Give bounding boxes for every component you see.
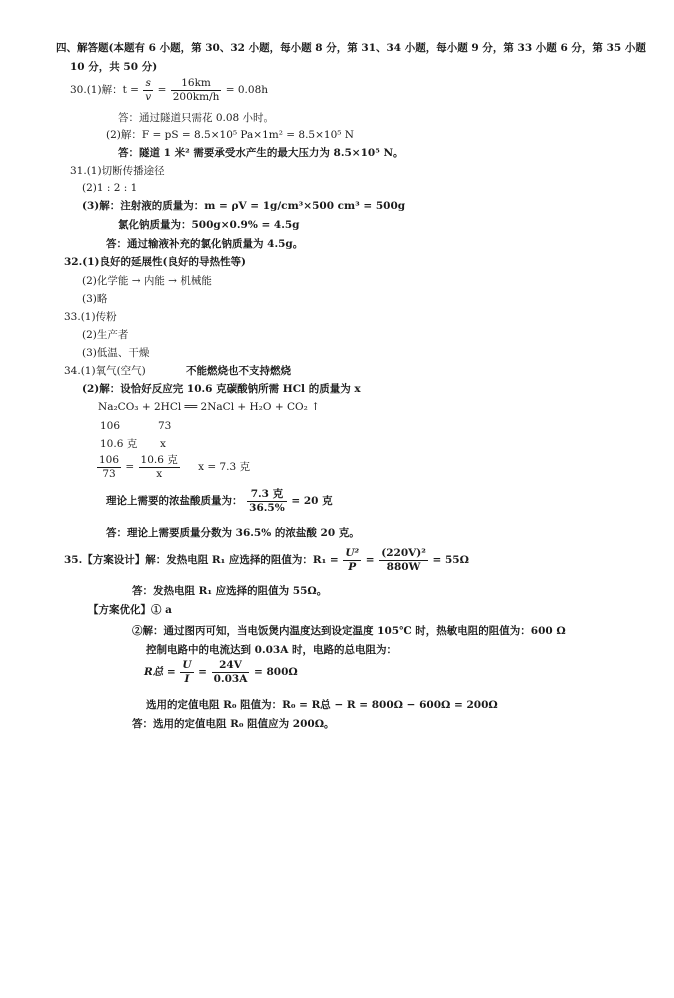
q34-conc-label: 理论上需要的浓盐酸质量为：: [106, 494, 243, 507]
q35-frac1-num: U²: [345, 547, 360, 559]
q34-conc-den: 36.5%: [249, 501, 285, 514]
q35-r0-line: 选用的定值电阻 R₀ 阻值为：R₀ = R总 − R = 800Ω − 600Ω = 200Ω: [146, 699, 498, 711]
q30-fraction-values: [171, 78, 222, 102]
q31-answer: 答：通过输液补充的氯化钠质量为 4.5g。: [106, 238, 304, 250]
q35-frac1-den: P: [348, 560, 357, 573]
q35-r-result: = 800Ω: [254, 665, 298, 678]
q34-ratio-frac1: [97, 455, 121, 479]
q34-ratio-frac2-num: 10.6 克: [140, 454, 178, 466]
q35-total-resistance: [144, 660, 298, 684]
q33-part1: 33.(1)传粉: [64, 311, 117, 323]
q35-design: [64, 548, 469, 572]
q33-part3: (3)低温、干燥: [82, 347, 150, 359]
q34-ratio-result: x = 7.3 克: [198, 460, 251, 473]
q31-part2: (2)1 : 2 : 1: [82, 182, 138, 194]
q30-frac1-den: v: [145, 90, 152, 103]
q32-part1: 32.(1)良好的延展性(良好的导热性等): [64, 256, 246, 268]
q35-optimization: 【方案优化】① a: [88, 604, 172, 616]
q35-rfrac1-num: U: [182, 659, 192, 671]
q32-part2: (2)化学能 → 内能 → 机械能: [82, 275, 212, 287]
q35-rz-label: R总 =: [144, 665, 176, 678]
q34-ratio-frac2-den: x: [156, 467, 163, 480]
q30-result: = 0.08h: [225, 83, 269, 96]
q35-optimization-line2: 控制电路中的电流达到 0.03A 时，电路的总电阻为：: [146, 644, 398, 656]
q35-fraction-u-over-i: [180, 660, 193, 684]
q35-answer2: 答：选用的定值电阻 R₀ 阻值应为 200Ω。: [132, 718, 335, 730]
q34-molar-mass-hcl: 73: [158, 420, 172, 432]
q35-rfrac2-num: 24V: [212, 660, 250, 673]
q34-molar-mass-na2co3: 106: [100, 420, 121, 432]
q30-answer2: 答：隧道 1 米² 需要承受水产生的最大压力为 8.5×10⁵ N。: [118, 147, 404, 159]
q35-fraction-values: [379, 548, 428, 572]
q30-frac2-num: 16km: [171, 78, 222, 91]
q31-part1: 31.(1)切断传播途径: [70, 165, 165, 177]
q35-rfrac1-den: I: [184, 672, 190, 685]
q35-answer1: 答：发热电阻 R₁ 应选择的阻值为 55Ω。: [132, 585, 328, 597]
q30-part2: (2)解：F = pS = 8.5×10⁵ Pa×1m² = 8.5×10⁵ N: [106, 129, 354, 141]
q31-part3-sodium: 氯化钠质量为：500g×0.9% = 4.5g: [118, 219, 300, 231]
q35-frac2-den: 880W: [386, 560, 421, 573]
section-header-line2: 10 分，共 50 分): [70, 61, 158, 73]
q34-part1a: 34.(1)氧气(空气): [64, 365, 146, 377]
q35-rfrac2-den: 0.03A: [213, 672, 248, 685]
q30-equals: =: [157, 83, 167, 96]
q31-part3: (3)解：注射液的质量为：m = ρV = 1g/cm³×500 cm³ = 500g: [82, 200, 406, 212]
q30-frac1-num: s: [143, 78, 153, 91]
q30-part1: [70, 78, 268, 102]
q32-part3: (3)略: [82, 293, 108, 305]
q34-part1b: 不能燃烧也不支持燃烧: [186, 365, 291, 377]
q34-unknown-x: x: [160, 438, 166, 450]
q34-conc-result: = 20 克: [291, 494, 333, 507]
q35-r-equals: =: [198, 665, 207, 678]
q35-fraction-u2-over-p: [343, 548, 361, 572]
q34-concentrated-acid: [106, 489, 333, 513]
q34-given-mass: 10.6 克: [100, 438, 138, 450]
q34-conc-fraction: [247, 489, 287, 513]
q34-ratio-equals: =: [125, 460, 135, 473]
q35-fraction-24v-over-003a: [212, 660, 250, 684]
q34-ratio-frac2: [139, 455, 180, 479]
q35-result1: = 55Ω: [432, 553, 469, 566]
q34-part2: (2)解：设恰好反应完 10.6 克碳酸钠所需 HCl 的质量为 x: [82, 383, 361, 395]
q30-frac2-den: 200km/h: [172, 90, 220, 103]
section-header-line1: 四、解答题(本题有 6 小题，第 30、32 小题，每小题 8 分，第 31、34 小题，每小题 9 分，第 33 小题 6 分，第 35 小题: [56, 42, 646, 54]
q35-equals: =: [365, 553, 375, 566]
q34-chemical-equation: Na₂CO₃ + 2HCl ══ 2NaCl + H₂O + CO₂ ↑: [98, 401, 320, 413]
q35-optimization-line1: ②解：通过图丙可知，当电饭煲内温度达到设定温度 105℃ 时，热敏电阻的阻值为：600 Ω: [132, 625, 566, 637]
q30-fraction-s-over-v: [143, 78, 153, 102]
q30-answer1: 答：通过隧道只需花 0.08 小时。: [118, 112, 275, 124]
q35-frac2-num: (220V)²: [381, 547, 426, 559]
q34-answer: 答：理论上需要质量分数为 36.5% 的浓盐酸 20 克。: [106, 527, 360, 539]
q34-conc-num: 7.3 克: [247, 489, 287, 502]
q34-ratio-frac1-num: 106: [99, 454, 120, 466]
q30-part1-label: 30.(1)解：t =: [70, 83, 139, 96]
q35-design-label: 35.【方案设计】解：发热电阻 R₁ 应选择的阻值为：R₁ =: [64, 553, 339, 566]
q33-part2: (2)生产者: [82, 329, 129, 341]
q34-ratio: [96, 455, 250, 479]
q34-ratio-frac1-den: 73: [102, 467, 116, 480]
